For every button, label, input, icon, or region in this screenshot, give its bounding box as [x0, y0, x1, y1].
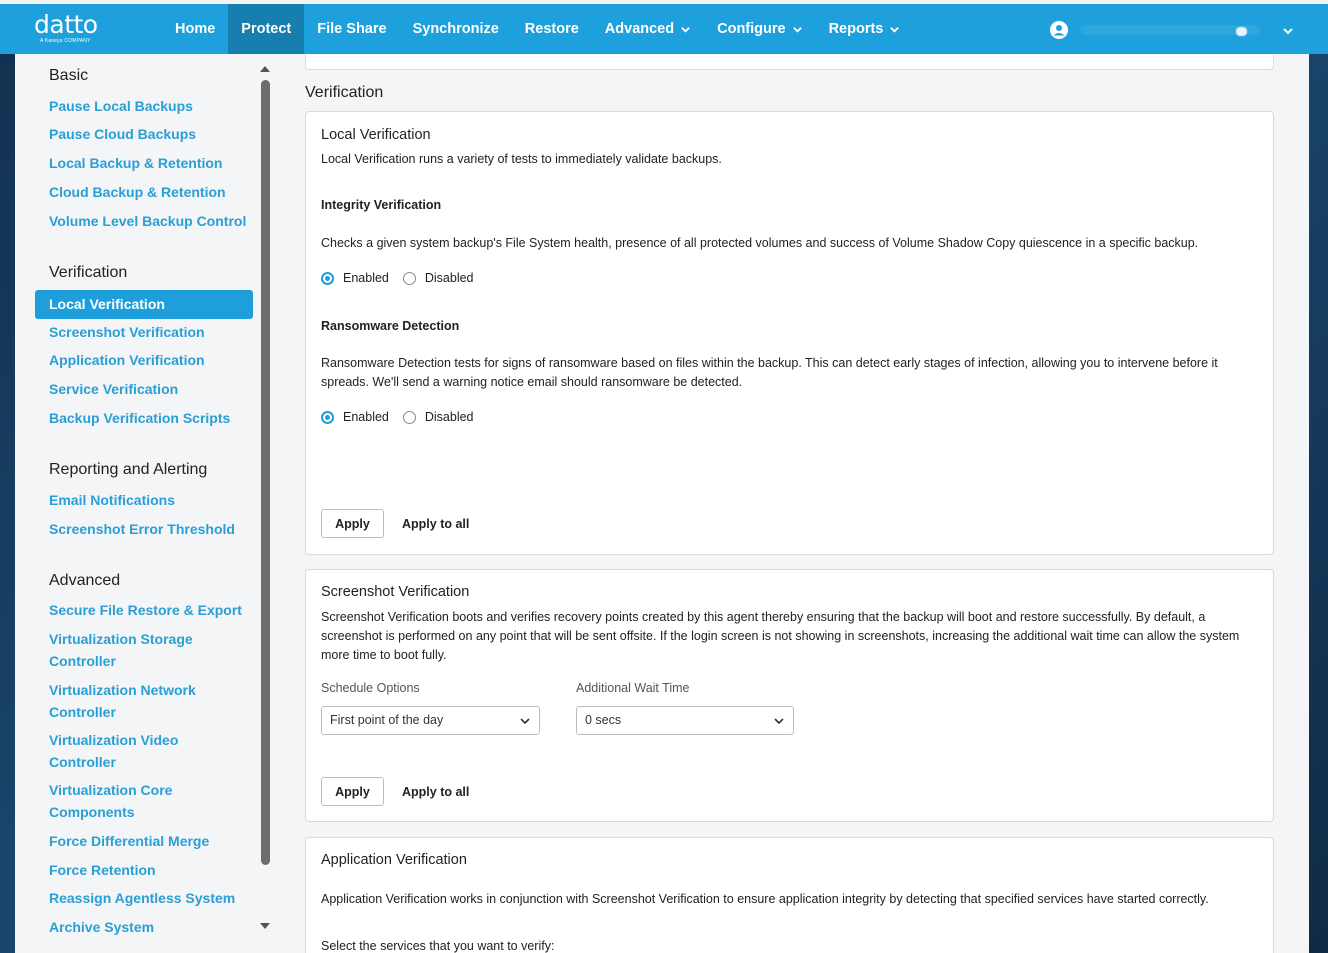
local-apply-to-all-button[interactable]: Apply to all — [402, 517, 470, 531]
integrity-disabled-radio[interactable] — [403, 272, 416, 285]
integrity-radio-group — [321, 271, 488, 285]
sidebar-item-pause-cloud-backups[interactable]: Pause Cloud Backups — [49, 126, 197, 142]
nav-advanced[interactable] — [592, 4, 704, 54]
screenshot-verification-card — [305, 569, 1274, 822]
main-panel — [15, 54, 1309, 953]
ransomware-disabled-radio[interactable] — [403, 411, 416, 424]
integrity-verification-title: Integrity Verification — [321, 198, 442, 212]
nav-restore-label: Restore — [524, 21, 579, 37]
sidebar-item-screenshot-error-threshold[interactable]: Screenshot Error Threshold — [49, 521, 235, 537]
screenshot-verification-description: Screenshot Verification boots and verifies recovery points created by this agent thereby ensuring that the backup will boot and restore successfully. By default, a screenshot is performed on any point that will be sent offsite. If the login screen is not showing in screenshots, increasing the additional wait time can allow the system more time to boot fully. — [321, 610, 1240, 662]
sidebar-item-volume-level-backup-control[interactable]: Volume Level Backup Control — [49, 213, 247, 229]
chevron-down-icon — [680, 24, 691, 35]
settings-content — [305, 54, 1275, 953]
chevron-down-icon — [519, 715, 531, 727]
logo-tagline: A Kaseya COMPANY — [40, 38, 91, 44]
sidebar-item-virtualization-core-components[interactable]: Virtualization Core Components — [49, 782, 173, 820]
chevron-down-icon — [889, 24, 900, 35]
sidebar-item-local-backup-retention[interactable]: Local Backup & Retention — [49, 155, 223, 171]
local-verification-description: Local Verification runs a variety of tests to immediately validate backups. — [321, 152, 722, 166]
sidebar-item-force-retention[interactable]: Force Retention — [49, 862, 156, 878]
nav-reports-label: Reports — [828, 21, 884, 37]
nav-configure[interactable] — [704, 4, 815, 54]
nav-restore[interactable] — [512, 4, 592, 54]
screenshot-apply-button[interactable]: Apply — [321, 777, 384, 806]
application-services-prompt: Select the services that you want to verify: — [321, 939, 555, 953]
nav-synchronize-label: Synchronize — [412, 21, 499, 37]
sidebar-item-backup-verification-scripts[interactable]: Backup Verification Scripts — [49, 410, 231, 426]
sidebar-item-virtualization-network-controller[interactable]: Virtualization Network Controller — [49, 682, 196, 720]
user-avatar-icon — [1050, 21, 1068, 39]
user-status-indicator — [1236, 27, 1247, 36]
nav-file-share-label: File Share — [317, 21, 387, 37]
application-verification-title: Application Verification — [321, 852, 467, 868]
nav-synchronize[interactable] — [400, 4, 512, 54]
local-verification-card — [305, 111, 1274, 555]
scroll-down-arrow-icon[interactable] — [260, 923, 270, 929]
sidebar-item-application-verification[interactable]: Application Verification — [49, 352, 205, 368]
sidebar-item-archive-system[interactable]: Archive System — [49, 919, 155, 935]
sidebar-item-virtualization-storage-controller[interactable]: Virtualization Storage Controller — [49, 631, 193, 669]
sidebar-item-secure-file-restore[interactable]: Secure File Restore & Export — [49, 602, 242, 618]
local-apply-button[interactable]: Apply — [321, 509, 384, 538]
sidebar-item-screenshot-verification[interactable]: Screenshot Verification — [49, 324, 205, 340]
ransomware-radio-group — [321, 410, 488, 424]
ransomware-enabled-radio[interactable] — [321, 411, 334, 424]
nav-reports[interactable] — [816, 4, 914, 54]
sidebar-item-email-notifications[interactable]: Email Notifications — [49, 492, 176, 508]
schedule-options-label: Schedule Options — [321, 681, 420, 695]
ransomware-enabled-label[interactable]: Enabled — [343, 410, 389, 424]
user-menu[interactable] — [1050, 18, 1290, 42]
screenshot-verification-title: Screenshot Verification — [321, 584, 470, 600]
datto-logo[interactable] — [34, 12, 98, 44]
settings-sidebar — [15, 54, 259, 953]
previous-card — [305, 54, 1274, 70]
additional-wait-time-label: Additional Wait Time — [576, 681, 690, 695]
sidebar-item-reassign-agentless-system[interactable]: Reassign Agentless System — [49, 890, 236, 906]
sidebar-item-force-differential-merge[interactable]: Force Differential Merge — [49, 833, 210, 849]
scroll-up-arrow-icon[interactable] — [260, 66, 270, 72]
sidebar-heading-basic: Basic — [49, 67, 89, 84]
nav-advanced-label: Advanced — [604, 21, 675, 37]
sidebar-item-local-verification[interactable]: Local Verification — [35, 290, 253, 319]
ransomware-detection-description: Ransomware Detection tests for signs of ransomware based on files within the backup. This can detect early stages of infection, allowing you to intervene before it spreads. We'll send a warning notice email should ransomware be detected. — [321, 356, 1218, 389]
integrity-disabled-label[interactable]: Disabled — [424, 271, 474, 285]
nav-home[interactable] — [162, 4, 228, 54]
screenshot-apply-to-all-button[interactable]: Apply to all — [402, 785, 470, 799]
sidebar-item-cloud-backup-retention[interactable]: Cloud Backup & Retention — [49, 184, 226, 200]
top-navigation-bar — [0, 4, 1328, 54]
logo-wordmark: datto — [34, 10, 98, 39]
sidebar-item-service-verification[interactable]: Service Verification — [49, 381, 179, 397]
sidebar-heading-reporting: Reporting and Alerting — [49, 461, 208, 478]
ransomware-disabled-label[interactable]: Disabled — [424, 410, 474, 424]
chevron-down-icon — [792, 24, 803, 35]
nav-file-share[interactable] — [304, 4, 399, 54]
main-nav — [162, 4, 913, 54]
chevron-down-icon — [773, 715, 785, 727]
sidebar-heading-advanced: Advanced — [49, 572, 121, 589]
integrity-enabled-radio[interactable] — [321, 272, 334, 285]
sidebar-heading-verification: Verification — [49, 264, 128, 281]
nav-home-label: Home — [175, 21, 216, 37]
sidebar-item-virtualization-video-controller[interactable]: Virtualization Video Controller — [49, 732, 179, 770]
ransomware-detection-title: Ransomware Detection — [321, 319, 460, 333]
nav-protect-label: Protect — [241, 21, 292, 37]
chevron-down-icon[interactable] — [1282, 25, 1294, 37]
application-verification-description: Application Verification works in conjunction with Screenshot Verification to ensure application integrity by detecting that specified services have started correctly. — [321, 892, 1209, 906]
nav-configure-label: Configure — [717, 21, 786, 37]
additional-wait-time-select[interactable] — [576, 706, 794, 735]
nav-protect[interactable] — [228, 4, 304, 54]
additional-wait-time-value: 0 secs — [585, 713, 622, 727]
application-verification-card — [305, 837, 1274, 953]
sidebar-scroll-thumb[interactable] — [261, 80, 270, 865]
integrity-enabled-label[interactable]: Enabled — [343, 271, 389, 285]
local-verification-title: Local Verification — [321, 127, 431, 143]
user-name-redacted — [1080, 25, 1260, 35]
section-title-verification: Verification — [305, 84, 384, 101]
schedule-options-value: First point of the day — [330, 713, 444, 727]
sidebar-item-pause-local-backups[interactable]: Pause Local Backups — [49, 98, 193, 114]
schedule-options-select[interactable] — [321, 706, 540, 735]
integrity-verification-description: Checks a given system backup's File System health, presence of all protected volumes and success of Volume Shadow Copy quiescence in a specific backup. — [321, 236, 1199, 250]
